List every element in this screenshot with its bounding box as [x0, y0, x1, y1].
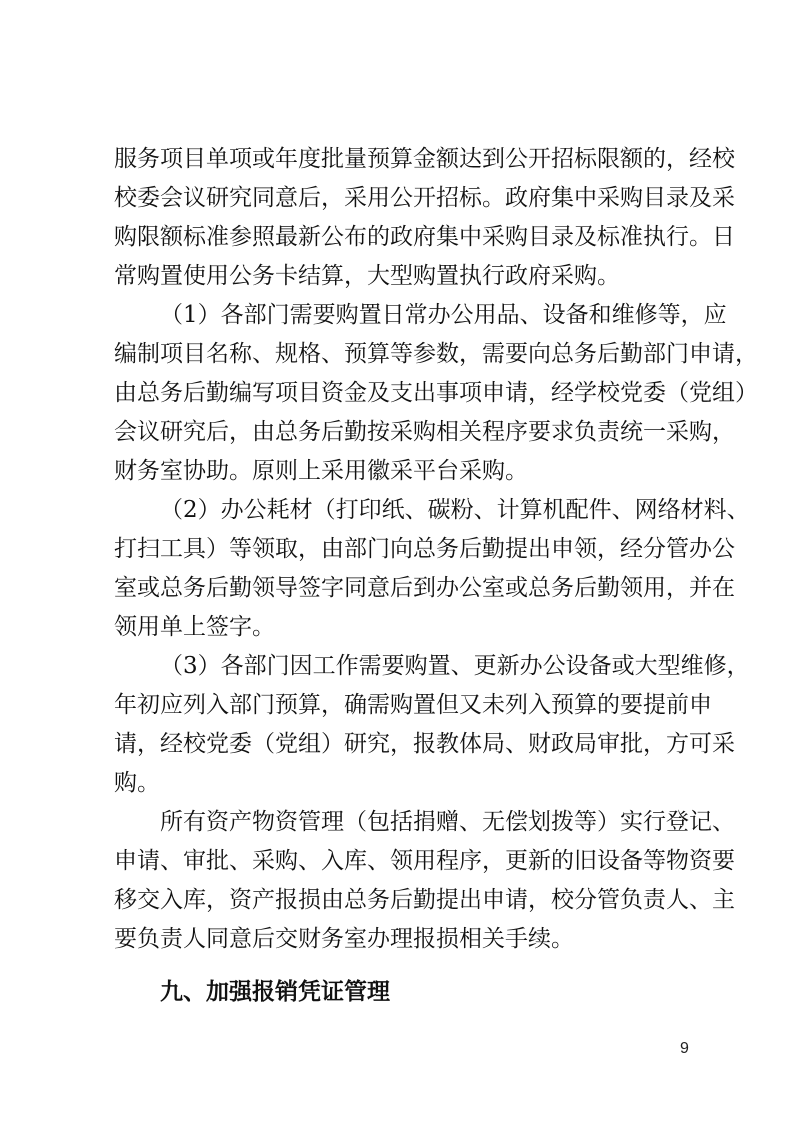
text-line: 编制项目名称、规格、预算等参数，需要向总务后勤部门申请， [114, 341, 758, 367]
text-line: 年初应列入部门预算，确需购置但又未列入预算的要提前申 [114, 692, 712, 718]
paragraph-procurement-threshold [114, 140, 735, 296]
text-line: 校委会议研究同意后，采用公开招标。政府集中采购目录及采 [114, 185, 735, 211]
text-line: 要负责人同意后交财务室办理报损相关手续。 [114, 926, 574, 952]
text-line: 请，经校党委（党组）研究，报教体局、财政局审批，方可采 [114, 731, 735, 757]
text-line: 由总务后勤编写项目资金及支出事项申请，经学校党委（党组） [114, 380, 758, 406]
text-line: 购限额标准参照最新公布的政府集中采购目录及标准执行。日 [114, 224, 735, 250]
paragraph-item-2 [114, 491, 750, 647]
paragraph-asset-management [114, 803, 735, 959]
body-text [114, 140, 758, 959]
text-line: 领用单上签字。 [114, 614, 275, 640]
text-line: 常购置使用公务卡结算，大型购置执行政府采购。 [114, 263, 620, 289]
text-line: 财务室协助。原则上采用徽采平台采购。 [114, 458, 528, 484]
text-line: （2）办公耗材（打印纸、碳粉、计算机配件、网络材料、 [160, 497, 750, 523]
paragraph-item-1 [114, 296, 758, 491]
text-line: 申请、审批、采购、入库、领用程序，更新的旧设备等物资要 [114, 848, 735, 874]
page-number: 9 [680, 1040, 689, 1057]
paragraph-item-3 [114, 647, 750, 803]
text-line: 会议研究后，由总务后勤按采购相关程序要求负责统一采购， [114, 419, 735, 445]
text-line: 移交入库，资产报损由总务后勤提出申请，校分管负责人、主 [114, 887, 735, 913]
text-line: 购。 [114, 770, 160, 796]
text-line: 所有资产物资管理（包括捐赠、无偿划拨等）实行登记、 [160, 809, 735, 835]
text-line: （1）各部门需要购置日常办公用品、设备和维修等，应 [160, 302, 727, 328]
section-heading: 九、加强报销凭证管理 [160, 979, 390, 1005]
text-line: 服务项目单项或年度批量预算金额达到公开招标限额的，经校 [114, 146, 735, 172]
text-line: 室或总务后勤领导签字同意后到办公室或总务后勤领用，并在 [114, 575, 735, 601]
text-line: （3）各部门因工作需要购置、更新办公设备或大型维修， [160, 653, 750, 679]
text-line: 打扫工具）等领取，由部门向总务后勤提出申领，经分管办公 [114, 536, 735, 562]
